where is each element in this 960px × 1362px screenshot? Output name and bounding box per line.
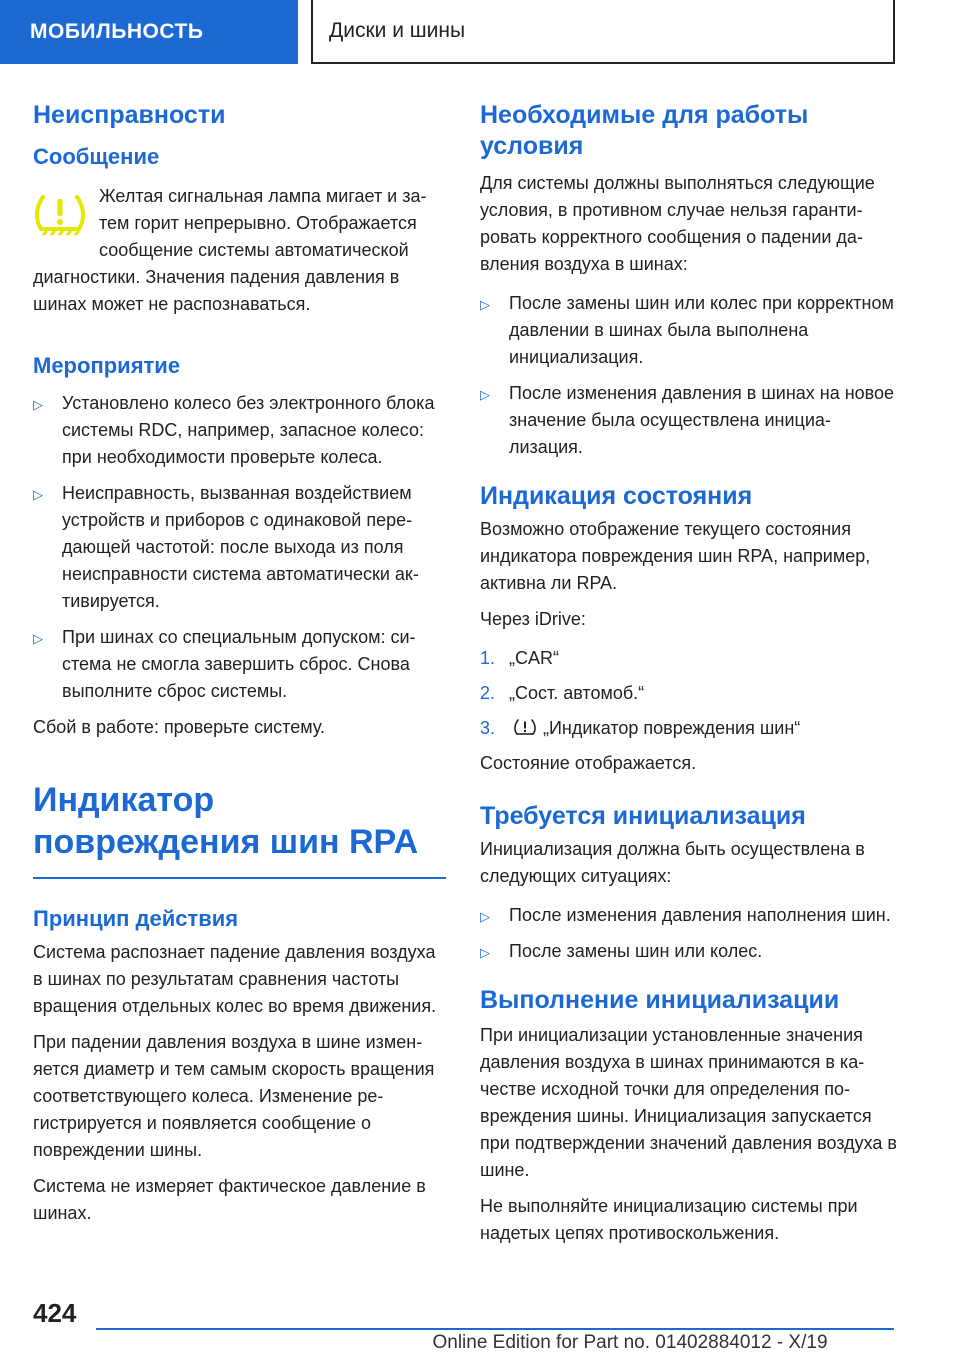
footer-edition-text: Online Edition for Part no. 01402884012 - X/19 bbox=[432, 1332, 828, 1353]
heading-message: Сообщение bbox=[33, 144, 160, 169]
status-text: Возможно отображение текущего состояния индикатора повреждения шин RPA, например, активна ли RPA. bbox=[480, 519, 871, 593]
init-required-list bbox=[480, 902, 898, 965]
bullet-triangle-icon: ▷ bbox=[480, 909, 490, 924]
list-item: 2. „Сост. автомоб.“ bbox=[480, 683, 645, 703]
list-item: ▷ После замены шин или колес. bbox=[480, 938, 898, 965]
left-column bbox=[33, 100, 446, 1227]
list-item: 1. „CAR“ bbox=[480, 648, 559, 668]
heading-status: Индикация состояния bbox=[480, 482, 753, 510]
list-item: ▷ После замены шин или колес при корректном давлении в шинах была выполнена инициализация. bbox=[480, 293, 894, 367]
tire-pressure-icon bbox=[513, 718, 537, 738]
status-shown-text: Состояние отображается. bbox=[480, 753, 697, 773]
conditions-text: Для системы должны выполняться следующие условия, в противном случае нельзя гарантировать корректного сообщения о падении давления воздуха в шинах: bbox=[480, 173, 875, 274]
heading-principle: Принцип действия bbox=[33, 906, 239, 931]
bullet-triangle-icon: ▷ bbox=[33, 397, 43, 412]
heading-conditions: Необходимые для работы условия bbox=[480, 101, 809, 160]
right-column bbox=[480, 100, 898, 1247]
init-do-paragraph-1: При инициализации установленные значения давления воздуха в шинах принимаются в качестве исходной точки для определения повреждения шины. Инициализация запускается при подтверждении значений давления воздуха в шине. bbox=[480, 1025, 897, 1180]
failure-text: Сбой в работе: проверьте систему. bbox=[33, 717, 325, 737]
heading-measure: Мероприятие bbox=[33, 353, 181, 378]
bullet-triangle-icon: ▷ bbox=[480, 297, 490, 312]
conditions-list bbox=[480, 290, 898, 461]
section-divider bbox=[33, 877, 446, 879]
principle-paragraph-3: Система не измеряет фактическое давление в шинах. bbox=[33, 1176, 426, 1223]
header-chapter-title: Диски и шины bbox=[329, 19, 466, 42]
tire-pressure-warning-icon bbox=[33, 191, 87, 239]
heading-faults: Неисправности bbox=[33, 101, 226, 129]
list-item: ▷ После изменения давления наполнения шин. bbox=[480, 902, 898, 929]
idrive-steps bbox=[480, 645, 898, 742]
via-idrive-text: Через iDrive: bbox=[480, 609, 586, 629]
bullet-triangle-icon: ▷ bbox=[480, 945, 490, 960]
list-item: 3. „Индикатор повреждения шин“ bbox=[480, 718, 801, 738]
heading-init-do: Выполнение инициализации bbox=[480, 986, 840, 1014]
list-item: ▷ При шинах со специальным допуском: система не смогла завершить сброс. Снова выполните сброс системы. bbox=[33, 627, 416, 701]
bullet-triangle-icon: ▷ bbox=[33, 487, 43, 502]
measure-list bbox=[33, 390, 446, 705]
message-text: Желтая сигнальная лампа мигает и затем горит непрерывно. Отображается сообщение системы автоматической диагностики. Значения падения давления в шинах может не распознаваться. bbox=[33, 186, 427, 314]
header-chapter-box bbox=[311, 0, 895, 64]
header-section-tab bbox=[0, 0, 298, 64]
principle-paragraph-2: При падении давления воздуха в шине изменяется диаметр и тем самым скорость вращения соответствующего колеса. Изменение регистрируется и появляется сообщение о повреждении шины. bbox=[33, 1032, 435, 1160]
init-do-paragraph-2: Не выполняйте инициализацию системы при надетых цепях противоскольжения. bbox=[480, 1196, 858, 1243]
heading-rpa: Индикатор повреждения шин RPA bbox=[33, 781, 419, 861]
footer-divider bbox=[96, 1328, 894, 1330]
header-section-title: МОБИЛЬНОСТЬ bbox=[30, 20, 204, 43]
heading-init-required: Требуется инициализация bbox=[480, 802, 806, 830]
principle-paragraph-1: Система распознает падение давления воздуха в шинах по результатам сравнения частоты вращения отдельных колес во время движения. bbox=[33, 942, 437, 1016]
list-item: ▷ После изменения давления в шинах на новое значение была осуществлена инициализация. bbox=[480, 383, 895, 457]
message-block bbox=[33, 183, 446, 318]
list-item: ▷ Установлено колесо без электронного блока системы RDC, например, запасное колесо: при необходимости проверьте колеса. bbox=[33, 393, 435, 467]
footer-edition bbox=[0, 1332, 960, 1354]
bullet-triangle-icon: ▷ bbox=[480, 387, 490, 402]
init-required-text: Инициализация должна быть осуществлена в следующих ситуациях: bbox=[480, 839, 865, 886]
page-number: 424 bbox=[33, 1298, 77, 1328]
list-item: ▷ Неисправность, вызванная воздействием устройств и приборов с одинаковой передающей частотой: после выхода из поля неисправности система автоматически активируется. bbox=[33, 483, 419, 611]
bullet-triangle-icon: ▷ bbox=[33, 631, 43, 646]
